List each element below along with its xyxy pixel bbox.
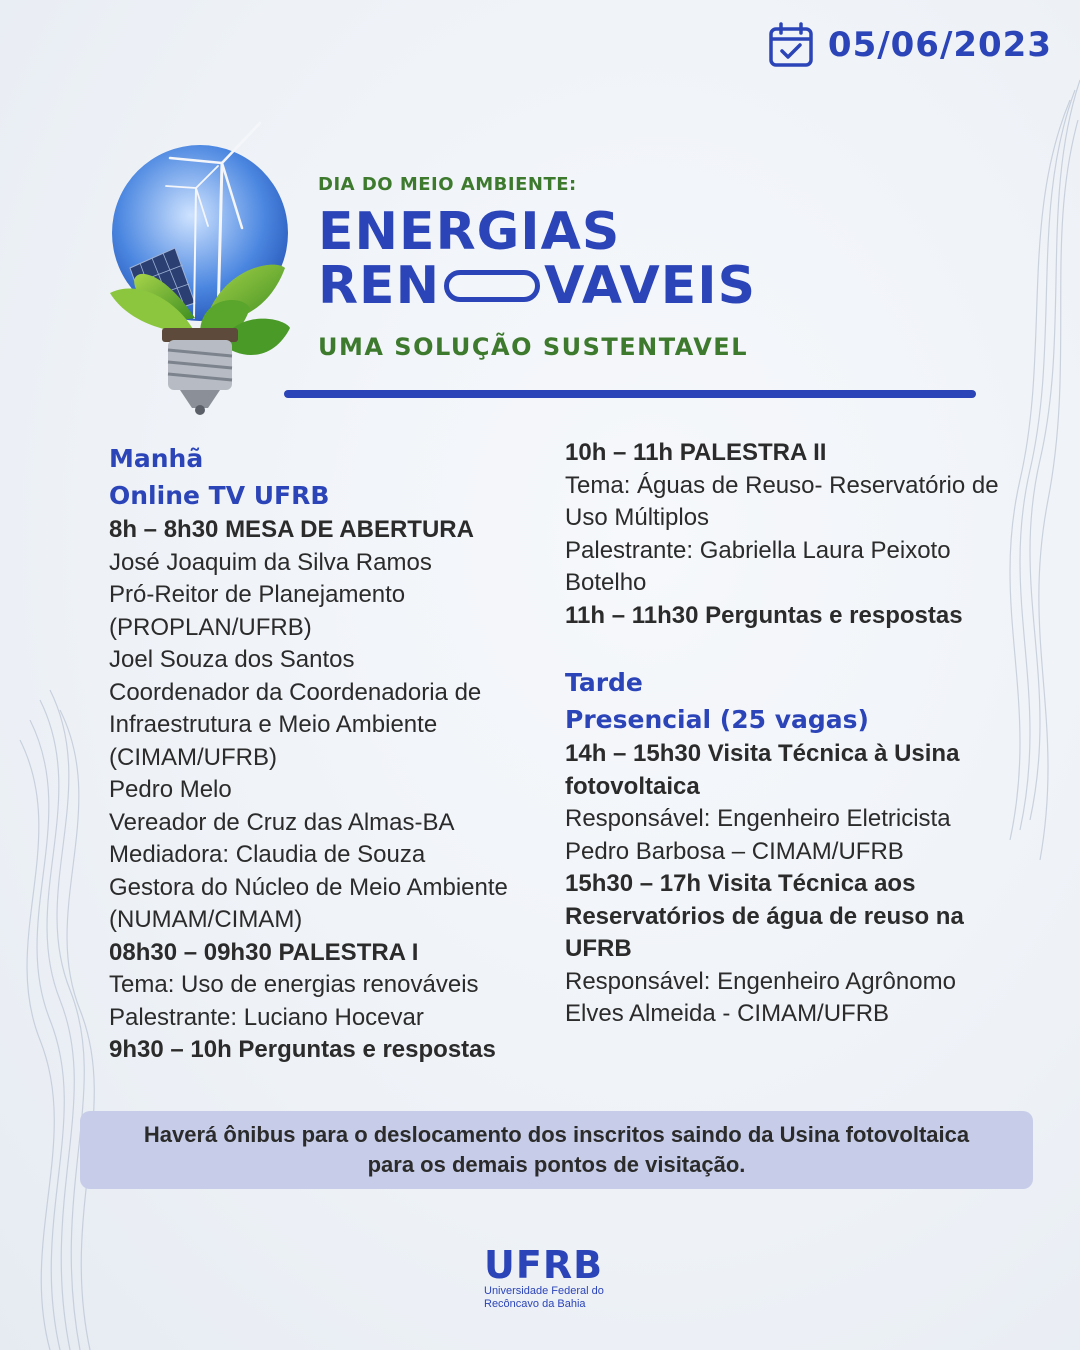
schedule-line: Uso Múltiplos [565,504,710,531]
schedule-line: (PROPLAN/UFRB) [109,613,312,641]
schedule-line: Tema: Uso de energias renováveis [109,971,479,998]
bulb-base [168,340,232,415]
afternoon-schedule [565,437,1005,1031]
header-divider [284,390,976,398]
schedule-line: Vereador de Cruz das Almas-BA [109,808,455,836]
logo-line-2: Recôncavo da Bahia [484,1298,586,1310]
afternoon-heading: Tarde [565,668,643,697]
schedule-line: Pró-Reitor de Planejamento [109,581,406,608]
schedule-line: 9h30 – 10h Perguntas e respostas [109,1036,496,1063]
schedule-line: Palestrante: Gabriella Laura Peixoto [565,536,951,564]
schedule-line: Joel Souza dos Santos [109,646,355,673]
logo-line-1: Universidade Federal do [484,1285,604,1297]
schedule-line: 11h – 11h30 Perguntas e respostas [565,601,963,629]
schedule-line: fotovoltaica [565,772,700,800]
title-line-1: ENERGIAS [318,202,621,262]
schedule-line: 10h – 11h PALESTRA II [565,439,827,466]
schedule-line: (CIMAM/UFRB) [109,743,277,771]
schedule-line: 14h – 15h30 Visita Técnica à Usina [565,740,960,767]
schedule-line: Pedro Barbosa – CIMAM/UFRB [565,837,904,865]
schedule-line: 15h30 – 17h Visita Técnica aos [565,870,916,897]
title-line-2 [318,256,757,316]
bus-notice [80,1111,1033,1189]
morning-schedule [109,440,529,1067]
event-date [768,22,1052,68]
calendar-check-icon [768,22,814,68]
schedule-line: Reservatórios de água de reuso na [565,902,964,930]
schedule-line: (NUMAM/CIMAM) [109,906,303,933]
schedule-line: 08h30 – 09h30 PALESTRA I [109,938,419,966]
afternoon-subheading: Presencial (25 vagas) [565,705,869,734]
schedule-line: Elves Almeida - CIMAM/UFRB [565,1000,890,1027]
schedule-line: Mediadora: Claudia de Souza [109,841,426,868]
pre-title: DIA DO MEIO AMBIENTE: [318,174,577,195]
notice-line-2: para os demais pontos de visitação. [367,1152,746,1177]
lightbulb-wind-solar-illustration [100,118,300,418]
schedule-line: 8h – 8h30 MESA DE ABERTURA [109,516,474,543]
oval-o-shape [444,270,540,302]
schedule-line: Botelho [565,569,647,596]
schedule-line: Palestrante: Luciano Hocevar [109,1003,424,1031]
title-line-2-start: REN [318,256,441,316]
schedule-line: UFRB [565,935,632,962]
morning-subheading: Online TV UFRB [109,481,330,510]
event-header [318,174,756,361]
subtitle: UMA SOLUÇÃO SUSTENTAVEL [318,333,748,361]
schedule-line: Responsável: Engenheiro Agrônomo [565,967,956,995]
schedule-line: Coordenador da Coordenadoria de [109,678,482,706]
notice-line-1: Haverá ônibus para o deslocamento dos inscritos saindo da Usina fotovoltaica [143,1122,970,1147]
schedule-line: Tema: Águas de Reuso- Reservatório de [565,471,999,499]
schedule-line: José Joaquim da Silva Ramos [109,548,432,576]
schedule-line: Responsável: Engenheiro Eletricista [565,805,951,832]
date-text: 05/06/2023 [827,25,1052,65]
morning-heading: Manhã [109,444,204,473]
schedule-line: Infraestrutura e Meio Ambiente [109,711,438,738]
schedule-line: Gestora do Núcleo de Meio Ambiente [109,873,508,901]
schedule-line: Pedro Melo [109,776,232,803]
logo-mark: UFRB [484,1243,604,1287]
ufrb-logo [484,1245,604,1311]
title-line-2-end: VAVEIS [544,256,757,316]
